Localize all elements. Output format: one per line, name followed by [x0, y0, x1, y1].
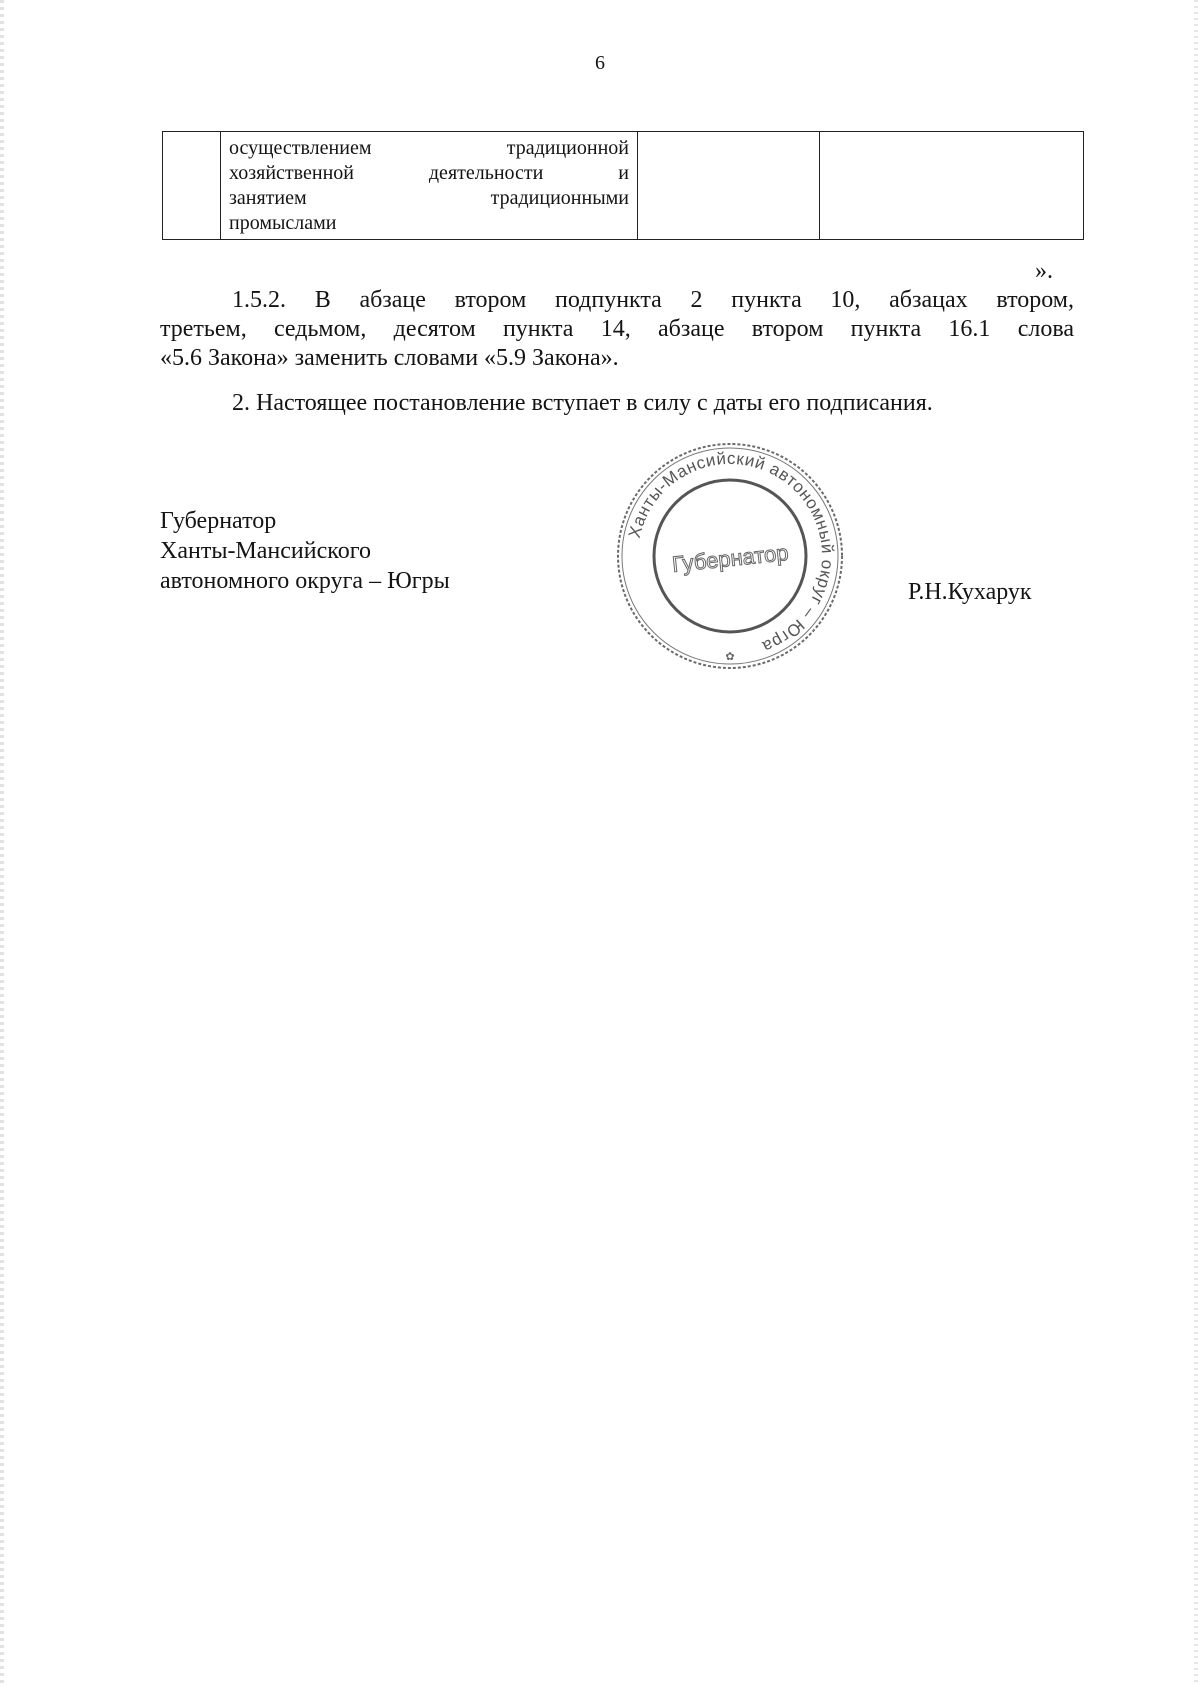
paragraph-effective-date [160, 389, 1074, 418]
paragraph-line: третьем, седьмом, десятом пункта 14, абзаце втором пункта 16.1 слова [160, 316, 1074, 342]
official-seal [612, 438, 848, 674]
paragraph-line: «5.6 Закона» заменить словами «5.9 Закона». [160, 345, 619, 371]
table-cell-empty [638, 132, 820, 240]
cell-text-line: промыслами [229, 212, 337, 234]
cell-text-line: осуществлением традиционной [229, 137, 629, 159]
table-cell-empty [820, 132, 1084, 240]
cell-text-line: хозяйственной деятельности и [229, 162, 629, 184]
closing-quote: ». [1035, 258, 1053, 284]
seal-inner-text: Губернатор [670, 539, 790, 578]
seal-outer-text: Ханты-Мансийский автономный округ – Югра [624, 448, 838, 657]
table-continuation [162, 131, 1084, 240]
table-cell-number [163, 132, 221, 240]
paragraph-amendment [160, 286, 1074, 373]
page-number: 6 [595, 52, 605, 74]
table-row [163, 132, 1084, 240]
scan-edge-right [1194, 0, 1198, 1686]
paragraph-line: 1.5.2. В абзаце втором подпункта 2 пункта 10, абзацах втором, [232, 287, 1074, 313]
position-line: Губернатор [160, 508, 277, 534]
paragraph-line: 2. Настоящее постановление вступает в силу с даты его подписания. [232, 390, 933, 416]
scan-edge-left [0, 0, 4, 1686]
seal-star-icon: ✿ [725, 651, 735, 663]
signature-position [160, 506, 450, 596]
table-cell-text [221, 132, 638, 240]
position-line: автономного округа – Югры [160, 568, 450, 594]
position-line: Ханты-Мансийского [160, 538, 371, 564]
cell-text-line: занятием традиционными [229, 187, 629, 209]
signer-name: Р.Н.Кухарук [908, 579, 1032, 605]
